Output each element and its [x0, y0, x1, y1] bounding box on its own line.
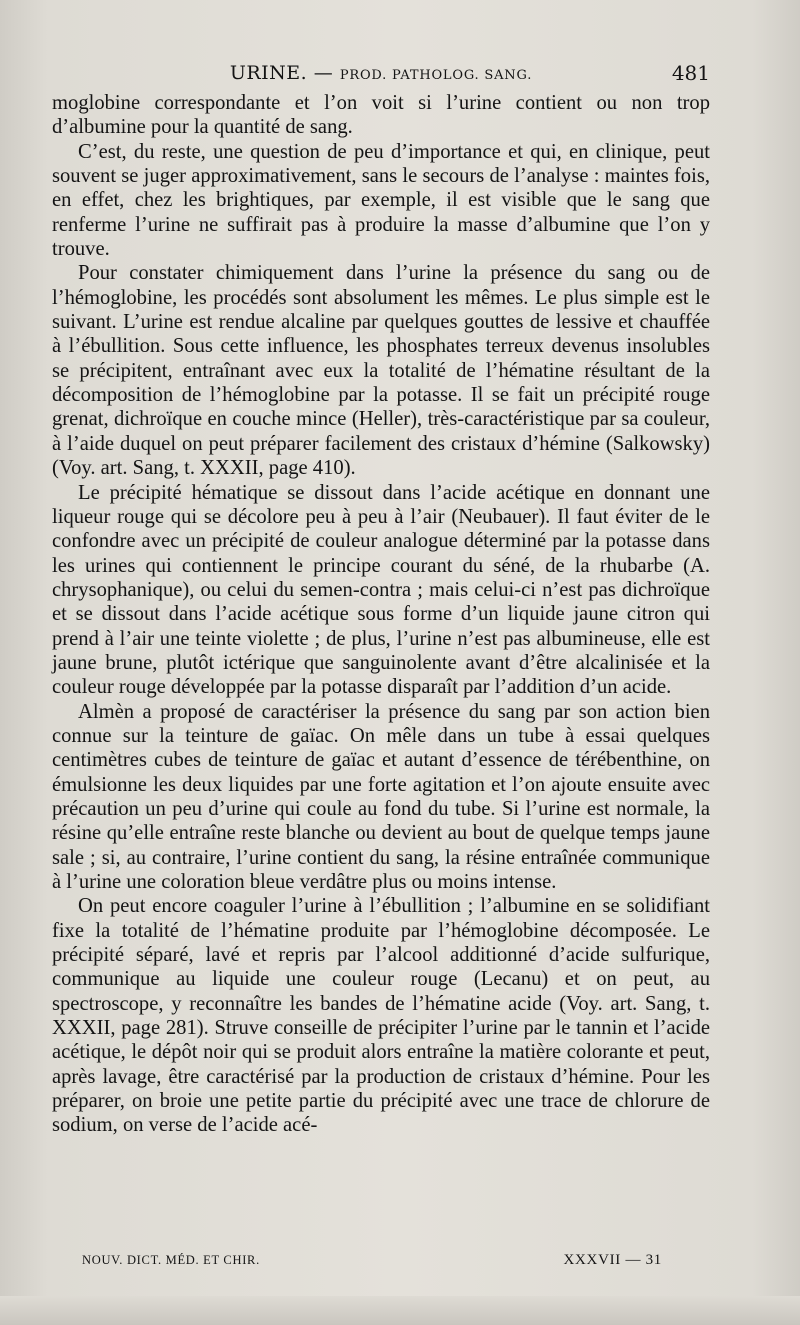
running-head — [52, 60, 710, 86]
running-head-main: URINE. — — [229, 62, 334, 84]
footer-publication: NOUV. DICT. MÉD. ET CHIR. — [82, 1253, 260, 1267]
footer-signature: XXXVII — 31 — [563, 1252, 662, 1268]
page-footer — [82, 1248, 662, 1272]
paragraph: On peut encore coaguler l’urine à l’ébullition ; l’albumine en se solidifiant fixe la totalité de l’hématine produite par l’hémoglobine décomposée. Le précipité séparé, lavé et repris par l’alcool additionné d’acide sulfurique, communique au liquide une couleur rouge (Lecanu) et on peut, au spectroscope, y reconnaître les bandes de l’hématine acide (Voy. art. Sang, t. XXXII, page 281). Struve conseille de précipiter l’urine par le tannin et l’acide acétique, le dépôt noir qui se produit alors entraîne la matière colorante et peut, après lavage, être caractérisé par la production de cristaux d’hémine. Pour les préparer, on broie une petite partie du précipité avec une trace de chlorure de sodium, on verse de l’acide acé- — [52, 895, 710, 1137]
running-head-subtitle: PROD. PATHOLOG. SANG. — [339, 68, 533, 83]
paragraph: Le précipité hématique se dissout dans l’acide acétique en donnant une liqueur rouge qui se décolore peu à peu à l’air (Neubauer). Il faut éviter de le confondre avec un précipité de couleur analogue déterminé par la potasse dans les urines qui contiennent le principe courant du séné, de la rhubarbe (A. chrysophanique), ou celui du semen-contra ; mais celui-ci n’est pas dichroïque et se dissout dans l’acide acétique sous forme d’un liquide jaune citron qui prend à l’air une teinte violette ; de plus, l’urine n’est pas albumineuse, elle est jaune brune, plutôt ictérique que sanguinolente avant d’être alcalinisée et la couleur rouge développée par la potasse disparaît par l’addition d’un acide. — [52, 481, 710, 699]
paragraph: C’est, du reste, une question de peu d’importance et qui, en clinique, peut souvent se juger approximativement, sans le secours de l’analyse : maintes fois, en effet, chez les brightiques, par exemple, il est visible que le sang que renferme l’urine ne suffirait pas à produire la masse d’albumine que l’on y trouve. — [52, 140, 710, 261]
paragraph: moglobine correspondante et l’on voit si l’urine contient ou non trop d’albumine pour la quantité de sang. — [52, 92, 710, 139]
paragraph: Pour constater chimiquement dans l’urine la présence du sang ou de l’hémoglobine, les procédés sont absolument les mêmes. Le plus simple est le suivant. L’urine est rendue alcaline par quelques gouttes de lessive et chauffée à l’ébullition. Sous cette influence, les phosphates terreux devenus insolubles se précipitent, entraînant avec eux la totalité de l’hématine résultant de la décomposition de l’hémoglobine par la potasse. Il se fait un précipité rouge grenat, dichroïque en couche mince (Heller), très-caractéristique par sa couleur, à l’aide duquel on peut préparer facilement des cristaux d’hémine (Salkowsky) (Voy. art. Sang, t. XXXII, page 410). — [52, 262, 710, 480]
page-bottom-edge — [0, 1296, 800, 1325]
paragraph: Almèn a proposé de caractériser la présence du sang par son action bien connue sur la teinture de gaïac. On mêle dans un tube à essai quelques centimètres cubes de teinture de gaïac et autant d’essence de térébenthine, on émulsionne les deux liquides par une forte agitation et l’on ajoute ensuite avec précaution un peu d’urine qui coule au fond du tube. Si l’urine est normale, la résine qu’elle entraîne reste blanche ou devient au bout de quelque temps jaune sale ; si, au contraire, l’urine contient du sang, la résine entraînée communique à l’urine une coloration bleue verdâtre plus ou moins intense. — [52, 700, 710, 893]
body-text — [52, 91, 710, 1138]
running-head-title — [52, 60, 710, 89]
page-number: 481 — [671, 61, 710, 85]
